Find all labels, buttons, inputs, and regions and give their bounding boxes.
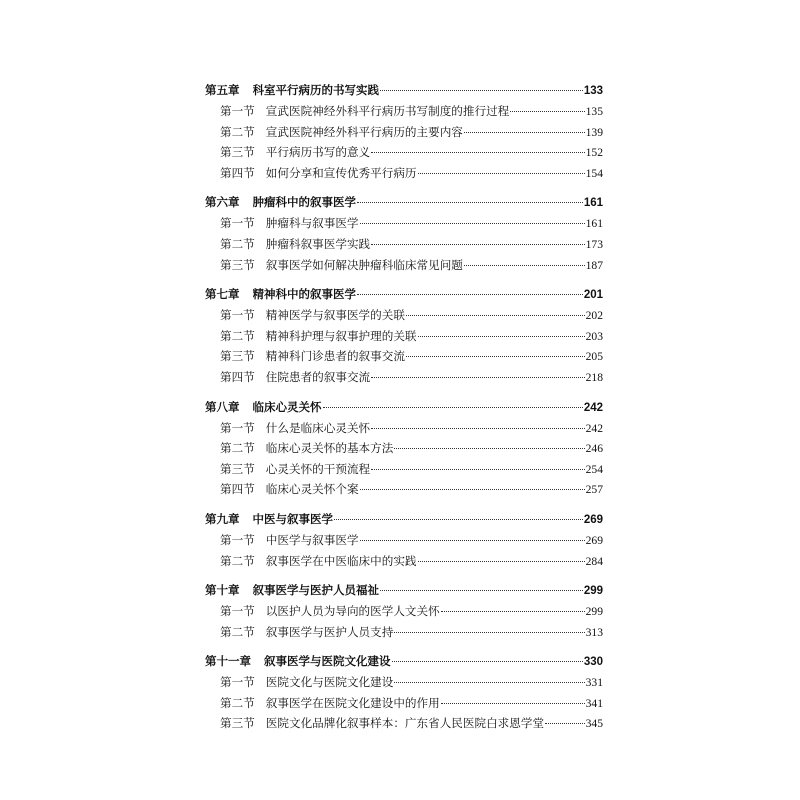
section-title: 医院文化与医院文化建设 bbox=[265, 675, 394, 690]
section-entry[interactable] bbox=[205, 601, 603, 622]
dot-leader bbox=[418, 336, 585, 337]
section-title: 什么是临床心灵关怀 bbox=[265, 420, 371, 435]
section-entry[interactable] bbox=[205, 551, 603, 572]
section-entry[interactable] bbox=[205, 255, 603, 276]
dot-leader bbox=[357, 202, 583, 203]
dot-leader bbox=[441, 703, 585, 704]
section-entry[interactable] bbox=[205, 479, 603, 500]
dot-leader bbox=[371, 469, 584, 470]
chapter-number: 第五章 bbox=[205, 83, 240, 97]
chapter-number: 第十一章 bbox=[205, 654, 251, 669]
section-number: 第三节 bbox=[220, 145, 255, 160]
section-page-number: 341 bbox=[585, 696, 603, 710]
section-entry[interactable] bbox=[205, 326, 603, 347]
section-page-number: 257 bbox=[585, 483, 603, 497]
chapter-block bbox=[205, 79, 603, 183]
dot-leader bbox=[371, 428, 584, 429]
section-page-number: 173 bbox=[585, 237, 603, 251]
chapter-entry[interactable] bbox=[205, 508, 603, 530]
section-page-number: 203 bbox=[585, 329, 603, 343]
chapter-title: 精神科中的叙事医学 bbox=[252, 287, 356, 302]
chapter-number: 第九章 bbox=[205, 511, 240, 526]
chapter-title: 叙事医学与医护人员福祉 bbox=[252, 583, 379, 598]
dot-leader bbox=[394, 682, 584, 683]
chapter-entry[interactable] bbox=[205, 396, 603, 418]
chapter-block bbox=[205, 396, 603, 500]
section-number: 第二节 bbox=[220, 695, 255, 710]
section-entry[interactable] bbox=[205, 163, 603, 184]
section-entry[interactable] bbox=[205, 530, 603, 551]
section-title: 如何分享和宣传优秀平行病历 bbox=[265, 165, 417, 180]
dot-leader bbox=[406, 356, 585, 357]
section-entry[interactable] bbox=[205, 622, 603, 643]
dot-leader bbox=[394, 632, 584, 633]
dot-leader bbox=[464, 265, 585, 266]
section-entry[interactable] bbox=[205, 713, 603, 734]
chapter-entry[interactable] bbox=[205, 579, 603, 601]
dot-leader bbox=[360, 489, 585, 490]
section-page-number: 139 bbox=[585, 125, 603, 139]
section-title: 临床心灵关怀的基本方法 bbox=[265, 441, 394, 456]
section-title: 临床心灵关怀个案 bbox=[265, 482, 359, 497]
section-entry[interactable] bbox=[205, 672, 603, 693]
dot-leader bbox=[392, 661, 583, 662]
section-page-number: 152 bbox=[585, 146, 603, 160]
section-title: 叙事医学在中医临床中的实践 bbox=[265, 553, 417, 568]
section-number: 第四节 bbox=[220, 369, 255, 384]
dot-leader bbox=[418, 173, 585, 174]
section-title: 平行病历书写的意义 bbox=[265, 145, 371, 160]
chapter-page-number: 242 bbox=[583, 401, 603, 414]
chapter-page-number: 269 bbox=[583, 513, 603, 526]
section-entry[interactable] bbox=[205, 693, 603, 714]
section-title: 叙事医学与医护人员支持 bbox=[265, 624, 394, 639]
section-entry[interactable] bbox=[205, 438, 603, 459]
section-page-number: 299 bbox=[585, 605, 603, 619]
section-number: 第二节 bbox=[220, 553, 255, 568]
chapter-page-number: 161 bbox=[583, 197, 603, 210]
section-page-number: 135 bbox=[585, 105, 603, 118]
section-entry[interactable] bbox=[205, 122, 603, 143]
dot-leader bbox=[406, 315, 585, 316]
chapter-title: 叙事医学与医院文化建设 bbox=[264, 654, 391, 669]
dot-leader bbox=[380, 90, 583, 91]
dot-leader bbox=[360, 223, 585, 224]
section-number: 第一节 bbox=[220, 216, 255, 231]
section-title: 叙事医学如何解决肿瘤科临床常见问题 bbox=[265, 257, 463, 272]
section-number: 第二节 bbox=[220, 124, 255, 139]
chapter-page-number: 133 bbox=[583, 85, 603, 97]
dot-leader bbox=[371, 152, 584, 153]
section-title: 叙事医学在医院文化建设中的作用 bbox=[265, 695, 440, 710]
section-title: 宣武医院神经外科平行病历书写制度的推行过程 bbox=[265, 104, 510, 118]
section-title: 精神科门诊患者的叙事交流 bbox=[265, 349, 405, 364]
section-entry[interactable] bbox=[205, 459, 603, 480]
chapter-block bbox=[205, 579, 603, 642]
section-title: 心灵关怀的干预流程 bbox=[265, 461, 371, 476]
section-page-number: 161 bbox=[585, 217, 603, 231]
section-entry[interactable] bbox=[205, 305, 603, 326]
section-entry[interactable] bbox=[205, 101, 603, 122]
chapter-number: 第八章 bbox=[205, 399, 240, 414]
section-page-number: 202 bbox=[585, 309, 603, 323]
chapter-title: 临床心灵关怀 bbox=[252, 399, 322, 414]
section-page-number: 345 bbox=[585, 717, 603, 731]
dot-leader bbox=[418, 561, 585, 562]
chapter-block bbox=[205, 283, 603, 387]
dot-leader bbox=[371, 244, 584, 245]
section-page-number: 154 bbox=[585, 166, 603, 180]
dot-leader bbox=[371, 377, 584, 378]
section-number: 第三节 bbox=[220, 461, 255, 476]
section-page-number: 246 bbox=[585, 442, 603, 456]
dot-leader bbox=[334, 519, 583, 520]
chapter-title: 中医与叙事医学 bbox=[252, 511, 333, 526]
dot-leader bbox=[357, 294, 583, 295]
section-entry[interactable] bbox=[205, 142, 603, 163]
section-page-number: 331 bbox=[585, 676, 603, 690]
section-title: 精神科护理与叙事护理的关联 bbox=[265, 328, 417, 343]
dot-leader bbox=[510, 111, 584, 112]
chapter-number: 第十章 bbox=[205, 583, 240, 598]
chapter-entry[interactable] bbox=[205, 79, 603, 101]
table-of-contents bbox=[205, 79, 603, 742]
dot-leader bbox=[545, 723, 585, 724]
section-number: 第一节 bbox=[220, 604, 255, 619]
section-entry[interactable] bbox=[205, 418, 603, 439]
section-entry[interactable] bbox=[205, 346, 603, 367]
chapter-block bbox=[205, 191, 603, 275]
chapter-page-number: 201 bbox=[583, 289, 603, 302]
dot-leader bbox=[394, 448, 584, 449]
chapter-page-number: 299 bbox=[583, 585, 603, 598]
section-page-number: 284 bbox=[585, 554, 603, 568]
section-number: 第一节 bbox=[220, 104, 255, 118]
section-number: 第二节 bbox=[220, 236, 255, 251]
section-title: 医院文化品牌化叙事样本：广东省人民医院白求恩学堂 bbox=[265, 716, 545, 731]
section-page-number: 242 bbox=[585, 421, 603, 435]
chapter-number: 第七章 bbox=[205, 287, 240, 302]
section-number: 第三节 bbox=[220, 349, 255, 364]
section-number: 第四节 bbox=[220, 482, 255, 497]
chapter-page-number: 330 bbox=[583, 656, 603, 669]
dot-leader bbox=[360, 540, 585, 541]
dot-leader bbox=[464, 132, 585, 133]
section-number: 第一节 bbox=[220, 308, 255, 323]
section-entry[interactable] bbox=[205, 367, 603, 388]
chapter-title: 肿瘤科中的叙事医学 bbox=[252, 195, 356, 210]
dot-leader bbox=[441, 611, 585, 612]
section-page-number: 269 bbox=[585, 533, 603, 547]
chapter-entry[interactable] bbox=[205, 191, 603, 213]
section-title: 肿瘤科与叙事医学 bbox=[265, 216, 359, 231]
section-title: 宣武医院神经外科平行病历的主要内容 bbox=[265, 124, 463, 139]
section-number: 第一节 bbox=[220, 532, 255, 547]
chapter-block bbox=[205, 508, 603, 571]
section-entry[interactable] bbox=[205, 213, 603, 234]
section-page-number: 205 bbox=[585, 350, 603, 364]
section-page-number: 254 bbox=[585, 462, 603, 476]
section-number: 第二节 bbox=[220, 624, 255, 639]
section-page-number: 218 bbox=[585, 370, 603, 384]
section-title: 肿瘤科叙事医学实践 bbox=[265, 236, 371, 251]
section-title: 精神医学与叙事医学的关联 bbox=[265, 308, 405, 323]
section-number: 第二节 bbox=[220, 328, 255, 343]
chapter-title: 科室平行病历的书写实践 bbox=[252, 83, 379, 97]
section-number: 第四节 bbox=[220, 165, 255, 180]
chapter-entry[interactable] bbox=[205, 283, 603, 305]
section-number: 第一节 bbox=[220, 420, 255, 435]
section-entry[interactable] bbox=[205, 234, 603, 255]
section-number: 第二节 bbox=[220, 441, 255, 456]
section-page-number: 187 bbox=[585, 258, 603, 272]
dot-leader bbox=[380, 590, 583, 591]
section-title: 住院患者的叙事交流 bbox=[265, 369, 371, 384]
section-number: 第三节 bbox=[220, 257, 255, 272]
chapter-entry[interactable] bbox=[205, 650, 603, 672]
section-number: 第三节 bbox=[220, 716, 255, 731]
chapter-block bbox=[205, 650, 603, 734]
dot-leader bbox=[323, 407, 583, 408]
section-title: 以医护人员为导向的医学人文关怀 bbox=[265, 604, 440, 619]
chapter-number: 第六章 bbox=[205, 195, 240, 210]
section-title: 中医学与叙事医学 bbox=[265, 532, 359, 547]
section-number: 第一节 bbox=[220, 675, 255, 690]
section-page-number: 313 bbox=[585, 625, 603, 639]
